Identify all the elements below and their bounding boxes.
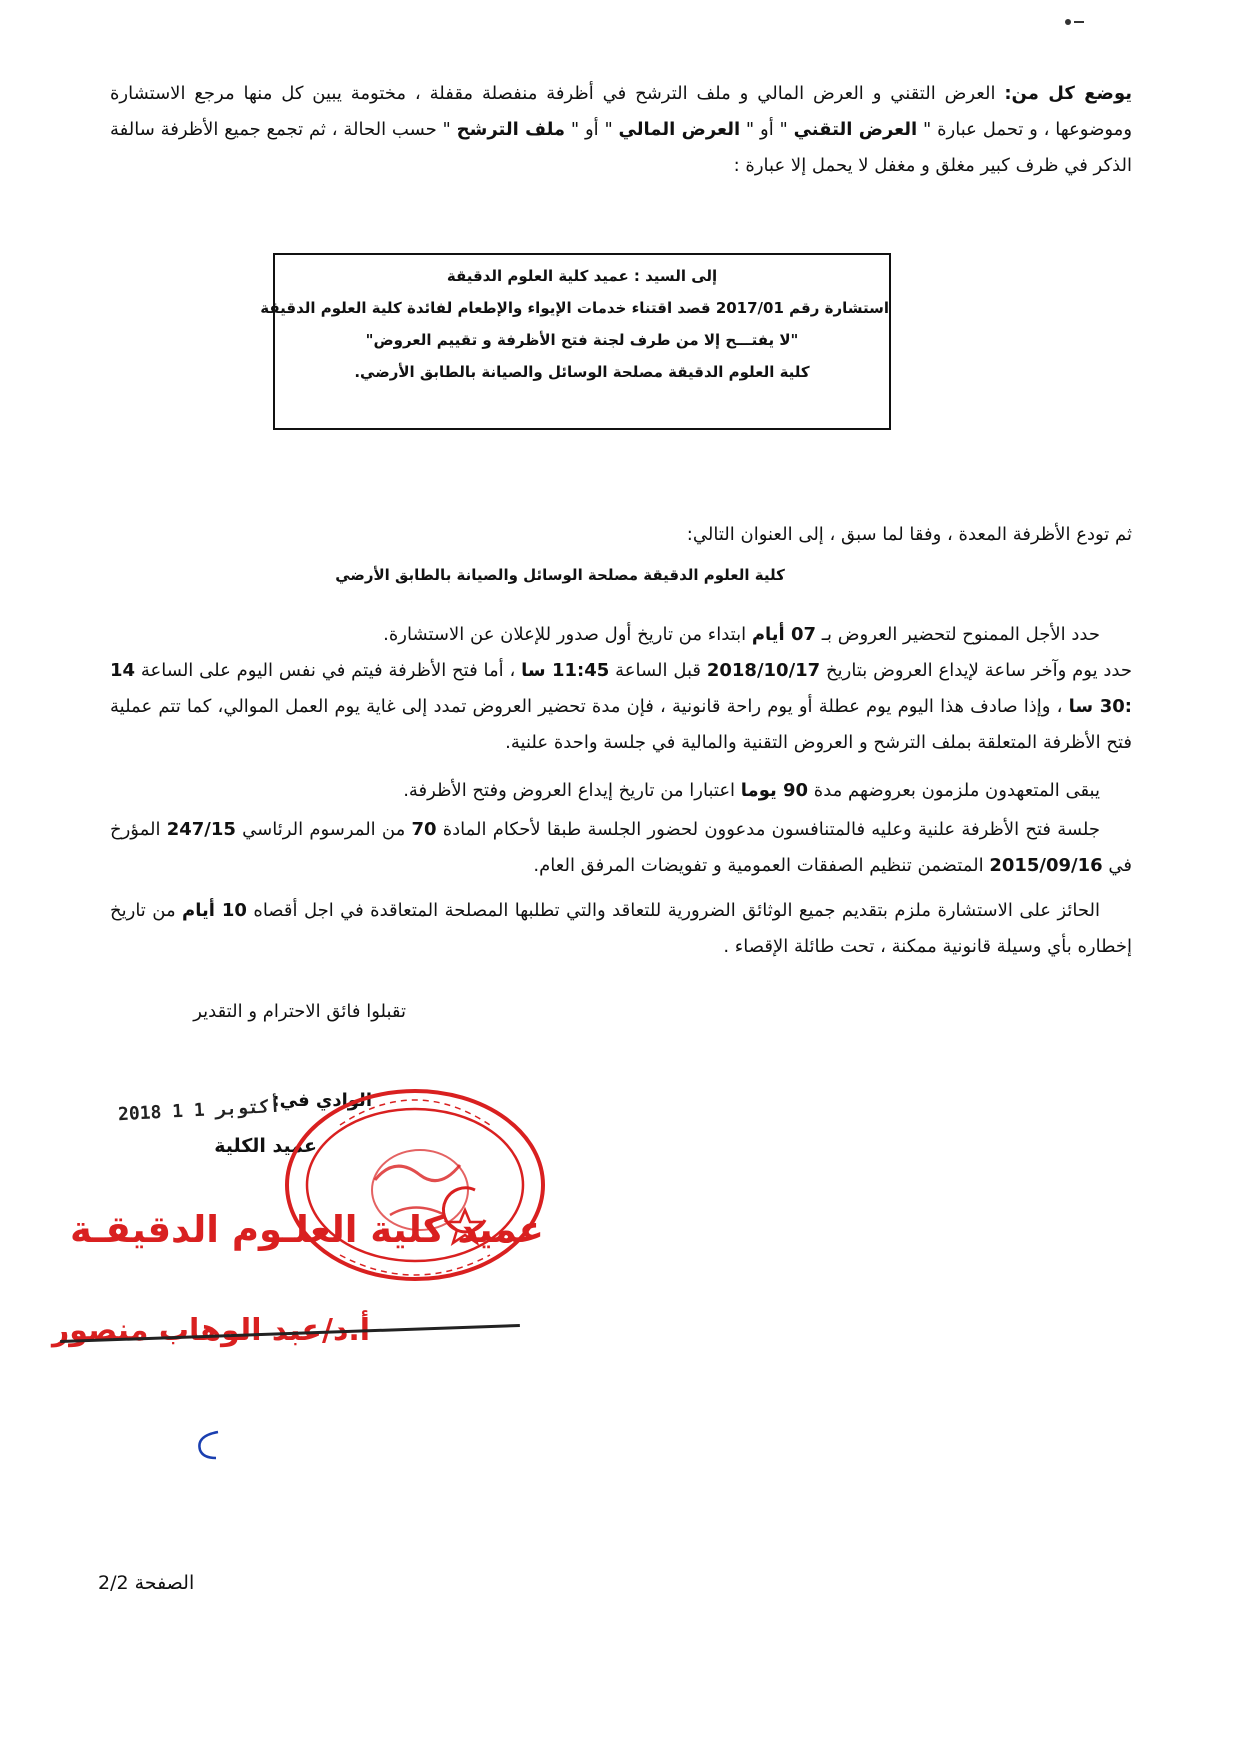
date-text: حدد يوم وآخر ساعة لإيداع العروض بتاريخ [820,660,1132,681]
decree-text: من المرسوم الرئاسي [235,819,412,840]
winner-end: من تاريخ إخطاره بأي وسيلة قانونية ممكنة ، تحت طائلة الإقصاء . [110,900,1132,957]
validity-end: اعتبارا من تاريخ إيداع العروض وفتح الأظرفة. [403,780,741,801]
address-location: كلية العلوم الدقيقة مصلحة الوسائل والصيانة بالطابق الأرضي. [354,363,810,381]
deposit-line: ثم تودع الأظرفة المعدة ، وفقا لما سبق ، إلى العنوان التالي: [686,524,1132,545]
submission-date-paragraph [110,653,1132,761]
instruction-lead: يوضع كل من: [1004,83,1132,104]
decree-date: 2015/09/16 [989,855,1103,876]
stamp-dean-name: أ.د/عبد الوهاب منصور [52,1313,371,1348]
dated-text: المؤرخ في [110,819,1132,876]
session-text: جلسة فتح الأظرفة علنية وعليه فالمتنافسون مدعوون لحضور الجلسة طبقا لأحكام المادة [436,819,1101,840]
stamp-dean-title: عميد كلية العلـوم الدقيقـة [70,1208,544,1251]
opening-time: 14 :30 سا [110,660,1132,717]
place-date-label: الوادي في: [272,1090,372,1111]
address-recipient: إلى السيد : عميد كلية العلوم الدقيقة [446,267,718,285]
deposit-address: كلية العلوم الدقيقة مصلحة الوسائل والصيانة بالطابق الأرضي [335,566,785,584]
holiday-clause: ، وإذا صادف هذا اليوم يوم عطلة أو يوم راحة قانونية ، فإن مدة تحضير العروض تمدد إلى غاية يوم العمل الموالي، كما تتم عملية فتح الأظرفة المتعلقة بملف الترشح و العروض التقنية والمالية في جلسة واحدة علنية. [110,696,1132,753]
financial-offer-label: العرض المالي [618,119,741,140]
dean-title: عميد الكلية [214,1135,317,1157]
pen-mark [188,1428,228,1464]
instruction-or-1: " أو " [740,119,794,140]
page-number: الصفحة 2/2 [98,1572,195,1594]
winner-obligation-paragraph [110,893,1132,965]
date-before: قبل الساعة [609,660,707,681]
official-round-stamp [280,1085,550,1285]
winner-text: الحائز على الاستشارة ملزم بتقديم جميع الوثائق الضرورية للتعاقد والتي تطلبها المصلحة المتعاقدة في اجل أقصاه [246,900,1100,921]
opening-text: ، أما فتح الأظرفة فيتم في نفس اليوم على الساعة [135,660,522,681]
deadline-days: 07 أيام [751,624,817,645]
instruction-end: " حسب الحالة ، ثم تجمع جميع الأظرفة سالفة الذكر في ظرف كبير مغلق و مغفل لا يحمل إلا عبارة : [110,119,1132,176]
public-session-paragraph [110,812,1132,884]
address-do-not-open: "لا يفتـــح إلا من طرف لجنة فتح الأظرفة و تقييم العروض" [365,331,799,349]
decree-number: 247/15 [166,819,236,840]
corner-mark [1060,14,1090,30]
address-consultation: استشارة رقم 2017/01 قصد اقتناء خدمات الإيواء والإطعام لفائدة كلية العلوم الدقيقة [260,299,889,317]
deadline-paragraph [110,617,1132,653]
instruction-text: العرض التقني و العرض المالي و ملف الترشح في أظرفة منفصلة مقفلة ، مختومة يبين كل منها مرجع الاستشارة وموضوعها ، و تحمل عبارة " [110,83,1133,140]
envelope-instructions-paragraph [110,76,1132,184]
closing-salutation: تقبلوا فائق الاحترام و التقدير [193,1001,406,1022]
candidacy-file-label: ملف الترشح [456,119,566,140]
submission-date: 2018/10/17 [706,660,821,681]
submission-time: 11:45 سا [521,660,610,681]
instruction-or-2: " أو " [565,119,619,140]
winner-days: 10 أيام [182,900,247,921]
article-number: 70 [411,819,437,840]
deadline-text: حدد الأجل الممنوح لتحضير العروض بـ [816,624,1100,645]
deadline-end: ابتداء من تاريخ أول صدور للإعلان عن الاستشارة. [383,624,752,645]
validity-days: 90 يوما [740,780,809,801]
validity-paragraph [110,773,1132,809]
session-end: المتضمن تنظيم الصفقات العمومية و تفويضات المرفق العام. [533,855,990,876]
technical-offer-label: العرض التقني [793,119,918,140]
handwritten-date: 2018 أكتوبر 1 1 [117,1095,282,1126]
validity-text: يبقى المتعهدون ملزمون بعروضهم مدة [808,780,1100,801]
envelope-address-box [260,253,891,430]
